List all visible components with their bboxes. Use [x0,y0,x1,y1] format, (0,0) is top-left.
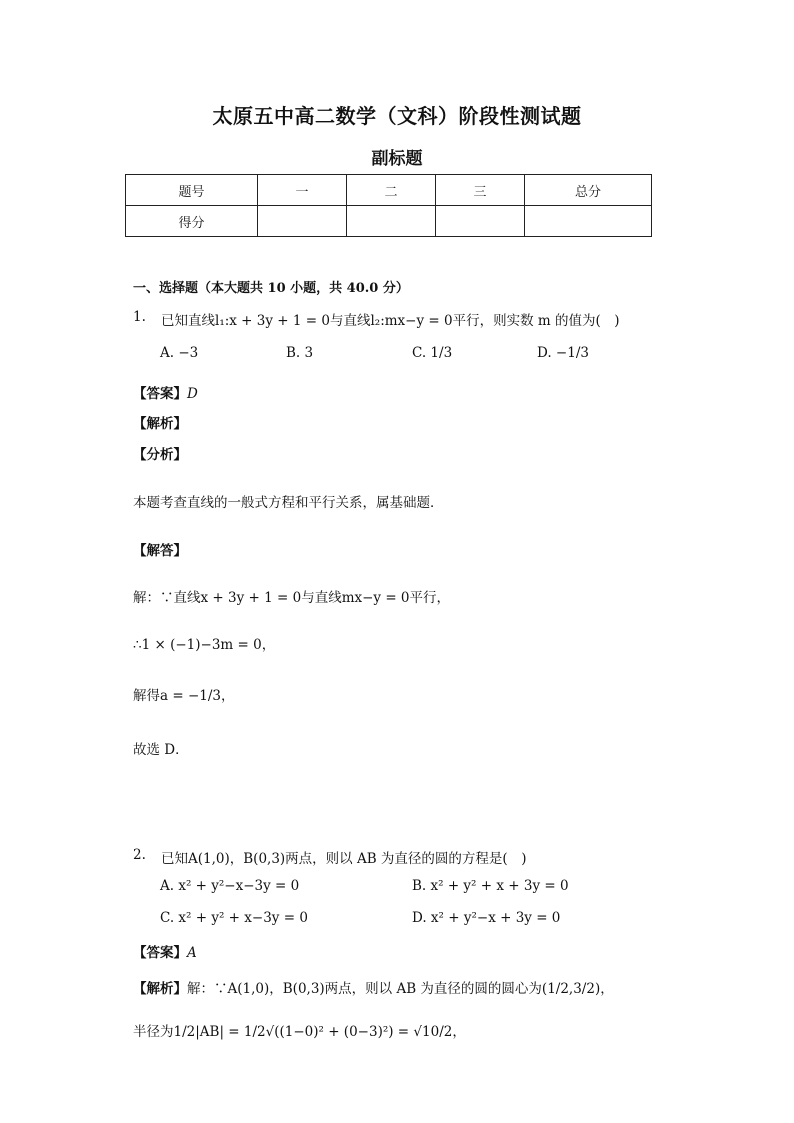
option-b: B. 3 [286,345,314,361]
question-stem: 已知A(1,0)，B(0,3)两点，则以 AB 为直径的圆的方程是( ) [161,851,527,867]
solution-step: 故选 D． [133,742,189,758]
option-a: A. x² + y²−x−3y = 0 [160,878,300,894]
score-cell [258,206,347,237]
option-c: C. 1/3 [412,345,453,361]
section-heading: 一、选择题（本大题共 10 小题，共 40.0 分） [133,281,409,296]
score-header-cell: 二 [347,175,436,206]
score-header-cell: 三 [436,175,525,206]
reasoning-label: 【分析】 [133,447,187,463]
option-d: D. x² + y²−x + 3y = 0 [412,910,561,926]
score-header-cell: 总分 [525,175,652,206]
score-cell [525,206,652,237]
answer-label: 【答案】 [133,386,187,402]
option-a: A. −3 [160,345,199,361]
solution-label: 【解答】 [133,543,187,559]
score-cell [347,206,436,237]
question-number: 2. [133,847,146,863]
question-stem: 已知直线l₁:x + 3y + 1 = 0与直线l₂:mx−y = 0平行，则实数 m 的值为( ) [161,313,620,329]
score-row-label: 得分 [126,206,258,237]
radius-text: 半径为1/2|AB| = 1/2√((1−0)² + (0−3)²) = √10/2， [133,1024,466,1040]
analysis-text: 解：∵A(1,0)，B(0,3)两点，则以 AB 为直径的圆的圆心为(1/2,3/2)， [187,981,614,997]
solution-step: ∴1 × (−1)−3m = 0， [133,637,276,653]
score-header-cell: 一 [258,175,347,206]
score-table-row [126,206,652,237]
solution-step: 解得a = −1/3， [133,688,235,704]
option-d: D. −1/3 [537,345,589,361]
score-table [125,174,652,237]
option-b: B. x² + y² + x + 3y = 0 [412,878,569,894]
answer-value: A [187,945,197,961]
score-header-cell: 题号 [126,175,258,206]
page-subtitle: 副标题 [371,149,423,169]
answer-value: D [187,386,198,402]
page-title: 太原五中高二数学（文科）阶段性测试题 [212,104,582,128]
score-table-header-row [126,175,652,206]
option-c: C. x² + y² + x−3y = 0 [160,910,308,926]
analysis-label: 【解析】 [133,981,187,997]
score-cell [436,206,525,237]
solution-step: 解：∵直线x + 3y + 1 = 0与直线mx−y = 0平行， [133,590,451,606]
reasoning-text: 本题考查直线的一般式方程和平行关系，属基础题． [133,495,444,511]
answer-label: 【答案】 [133,945,187,961]
analysis-label: 【解析】 [133,416,187,432]
question-number: 1. [133,309,146,325]
